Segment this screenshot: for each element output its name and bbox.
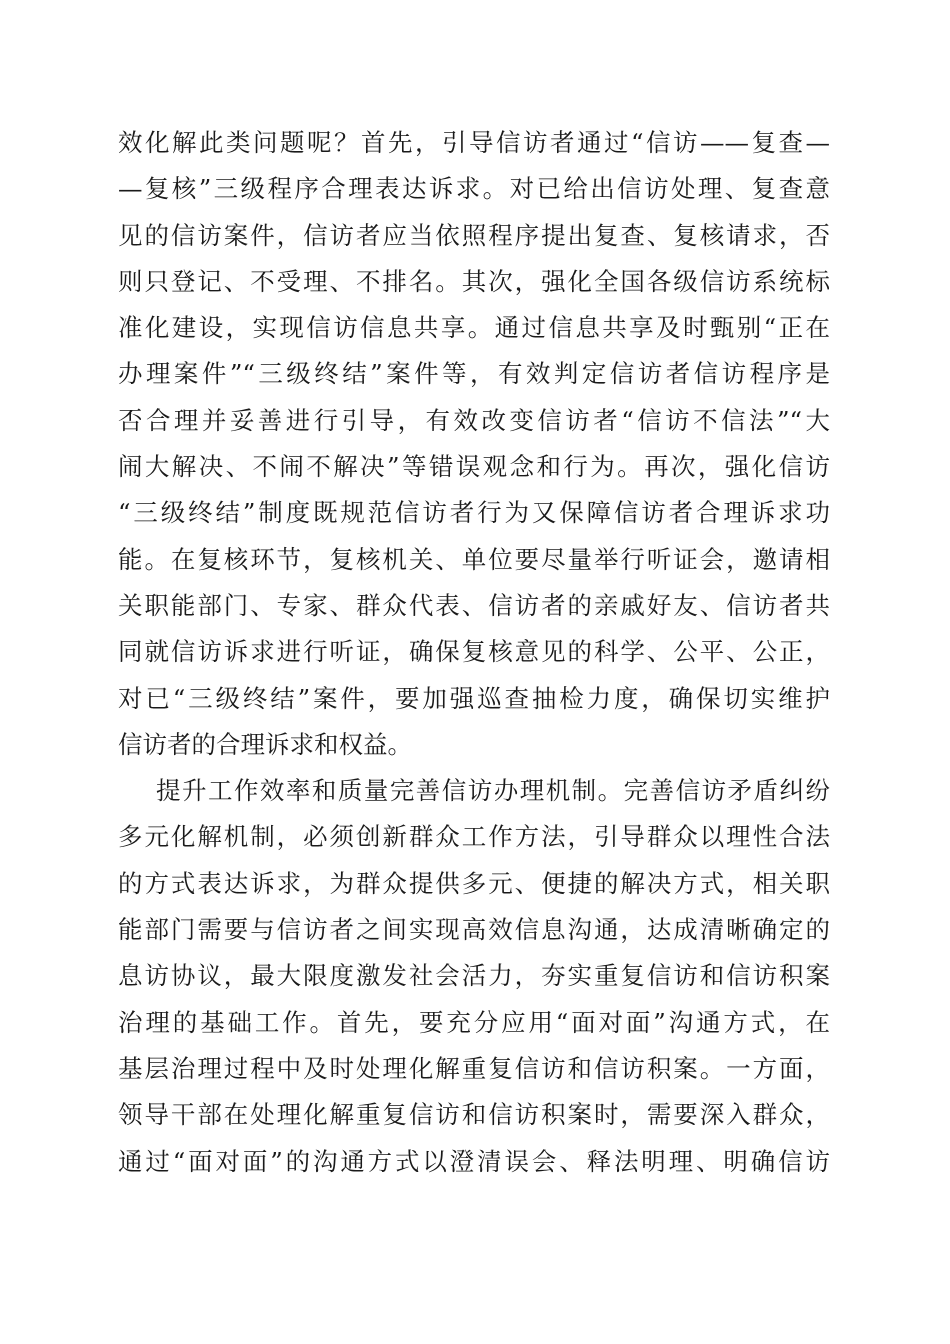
paragraph-line: 能部门需要与信访者之间实现高效信息沟通，达成清晰确定的: [118, 915, 830, 945]
paragraph-line: 信访者的合理诉求和权益。: [118, 729, 412, 759]
paragraph-line: 见的信访案件，信访者应当依照程序提出复查、复核请求，否: [118, 220, 830, 250]
paragraph-line: 对已“三级终结”案件，要加强巡查抽检力度，确保切实维护: [118, 683, 830, 713]
paragraph-line: 准化建设，实现信访信息共享。通过信息共享及时甄别“正在: [118, 313, 830, 343]
paragraph-line: 则只登记、不受理、不排名。其次，强化全国各级信访系统标: [118, 266, 830, 296]
paragraph-line: 同就信访诉求进行听证，确保复核意见的科学、公平、公正，: [118, 637, 830, 667]
paragraph-line: 多元化解机制，必须创新群众工作方法，引导群众以理性合法: [118, 822, 830, 852]
paragraph-line: 息访协议，最大限度激发社会活力，夯实重复信访和信访积案: [118, 961, 830, 991]
paragraph-line: 提升工作效率和质量完善信访办理机制。完善信访矛盾纠纷: [156, 776, 830, 806]
paragraph-2: [118, 768, 830, 1185]
paragraph-line: 的方式表达诉求，为群众提供多元、便捷的解决方式，相关职: [118, 868, 830, 898]
paragraph-line: 领导干部在处理化解重复信访和信访积案时，需要深入群众，: [118, 1100, 830, 1130]
paragraph-line: 治理的基础工作。首先，要充分应用“面对面”沟通方式，在: [118, 1007, 830, 1037]
paragraph-line: 闹大解决、不闹不解决”等错误观念和行为。再次，强化信访: [118, 452, 830, 482]
paragraph-line: 通过“面对面”的沟通方式以澄清误会、释法明理、明确信访: [118, 1146, 830, 1176]
paragraph-1: [118, 120, 830, 768]
paragraph-line: 效化解此类问题呢？首先，引导信访者通过“信访——复查—: [118, 128, 830, 157]
paragraph-line: 否合理并妥善进行引导，有效改变信访者“信访不信法”“大: [118, 405, 830, 435]
paragraph-line: 关职能部门、专家、群众代表、信访者的亲戚好友、信访者共: [118, 590, 830, 620]
paragraph-line: 基层治理过程中及时处理化解重复信访和信访积案。一方面，: [118, 1053, 830, 1083]
paragraph-line: “三级终结”制度既规范信访者行为又保障信访者合理诉求功: [118, 498, 830, 528]
paragraph-line: 办理案件”“三级终结”案件等，有效判定信访者信访程序是: [118, 359, 830, 389]
document-body: [118, 120, 830, 1185]
paragraph-line: 能。在复核环节，复核机关、单位要尽量举行听证会，邀请相: [118, 544, 830, 574]
paragraph-line: —复核”三级程序合理表达诉求。对已给出信访处理、复查意: [118, 174, 830, 204]
